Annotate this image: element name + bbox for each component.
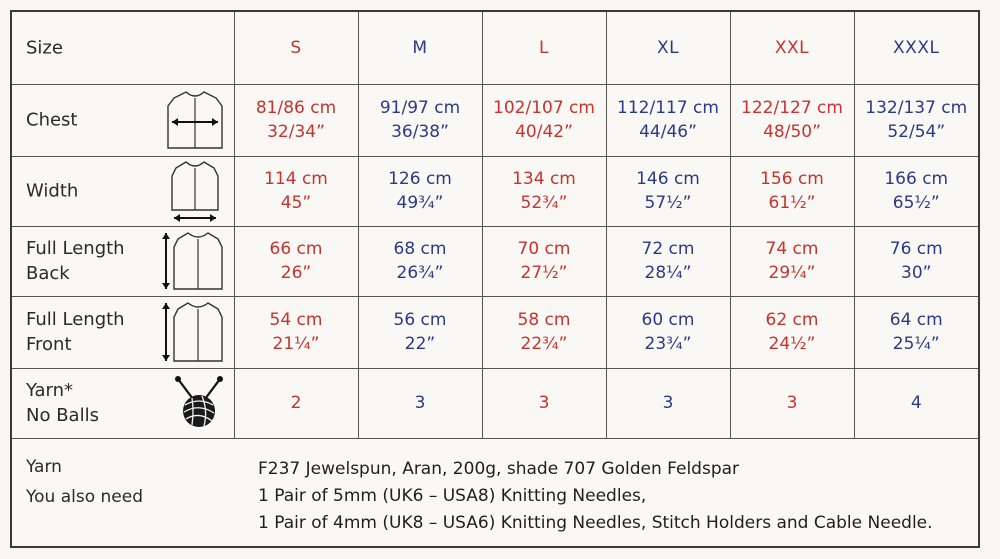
- size-header-m: M: [358, 12, 482, 84]
- cell-width-s: 114 cm 45”: [234, 156, 358, 226]
- cell-yarn-xxxl: 4: [854, 368, 978, 438]
- size-header-xxl: XXL: [730, 12, 854, 84]
- cell-back-xl: 72 cm 28¼”: [606, 226, 730, 296]
- full-length-front-row: [12, 296, 978, 368]
- cell-chest-l: 102/107 cm 40/42”: [482, 84, 606, 156]
- also-need-label: You also need: [26, 487, 143, 507]
- chest-row: [12, 84, 978, 156]
- row-label-cell: [12, 226, 234, 296]
- cell-front-xxl: 62 cm 24½”: [730, 296, 854, 368]
- row-label: Full Length Front: [26, 309, 125, 355]
- yarn-value: F237 Jewelspun, Aran, 200g, shade 707 Golden Feldspar: [258, 459, 740, 479]
- cell-front-xxxl: 64 cm 25¼”: [854, 296, 978, 368]
- materials-labels: [26, 452, 143, 512]
- row-label: Width: [26, 180, 79, 202]
- size-header-label: Size: [26, 37, 63, 59]
- size-chart: [10, 10, 980, 548]
- row-label-cell: [12, 84, 234, 156]
- width-row: [12, 156, 978, 226]
- cell-back-xxxl: 76 cm 30”: [854, 226, 978, 296]
- needles-line-2: 1 Pair of 4mm (UK8 – USA6) Knitting Needles, Stitch Holders and Cable Needle.: [258, 513, 933, 533]
- cell-back-m: 68 cm 26¾”: [358, 226, 482, 296]
- row-label: Full Length Back: [26, 238, 125, 284]
- cell-back-xxl: 74 cm 29¼”: [730, 226, 854, 296]
- row-label-cell: [12, 368, 234, 438]
- cardigan-chest-icon: [164, 88, 226, 152]
- cardigan-front-length-icon: [160, 299, 226, 365]
- cell-chest-s: 81/86 cm 32/34”: [234, 84, 358, 156]
- cell-yarn-s: 2: [234, 368, 358, 438]
- size-header-s: S: [234, 12, 358, 84]
- row-label-cell: [12, 296, 234, 368]
- cell-back-s: 66 cm 26”: [234, 226, 358, 296]
- cell-yarn-xl: 3: [606, 368, 730, 438]
- cell-width-xl: 146 cm 57½”: [606, 156, 730, 226]
- needles-line-1: 1 Pair of 5mm (UK6 – USA8) Knitting Needles,: [258, 486, 647, 506]
- row-label-cell: [12, 156, 234, 226]
- materials-values: [258, 456, 933, 537]
- yarn-label: Yarn: [26, 457, 62, 477]
- cell-yarn-l: 3: [482, 368, 606, 438]
- yarn-ball-needles-icon: [172, 375, 226, 431]
- materials-section: [12, 438, 978, 546]
- cell-width-xxl: 156 cm 61½”: [730, 156, 854, 226]
- cell-chest-m: 91/97 cm 36/38”: [358, 84, 482, 156]
- yarn-balls-row: [12, 368, 978, 438]
- size-header-cell: [12, 12, 234, 84]
- cell-chest-xl: 112/117 cm 44/46”: [606, 84, 730, 156]
- row-label: Chest: [26, 109, 78, 131]
- size-header-l: L: [482, 12, 606, 84]
- cell-width-xxxl: 166 cm 65½”: [854, 156, 978, 226]
- cell-front-m: 56 cm 22”: [358, 296, 482, 368]
- full-length-back-row: [12, 226, 978, 296]
- cell-back-l: 70 cm 27½”: [482, 226, 606, 296]
- size-table: [12, 12, 978, 439]
- cell-width-l: 134 cm 52¾”: [482, 156, 606, 226]
- cell-front-l: 58 cm 22¾”: [482, 296, 606, 368]
- cell-chest-xxl: 122/127 cm 48/50”: [730, 84, 854, 156]
- cell-yarn-m: 3: [358, 368, 482, 438]
- row-label: Yarn* No Balls: [26, 380, 99, 426]
- cardigan-back-length-icon: [160, 229, 226, 293]
- cell-front-xl: 60 cm 23¾”: [606, 296, 730, 368]
- size-header-xxxl: XXXL: [854, 12, 978, 84]
- size-header-xl: XL: [606, 12, 730, 84]
- cell-width-m: 126 cm 49¾”: [358, 156, 482, 226]
- cardigan-width-icon: [164, 158, 226, 224]
- header-row: [12, 12, 978, 84]
- cell-yarn-xxl: 3: [730, 368, 854, 438]
- cell-front-s: 54 cm 21¼”: [234, 296, 358, 368]
- cell-chest-xxxl: 132/137 cm 52/54”: [854, 84, 978, 156]
